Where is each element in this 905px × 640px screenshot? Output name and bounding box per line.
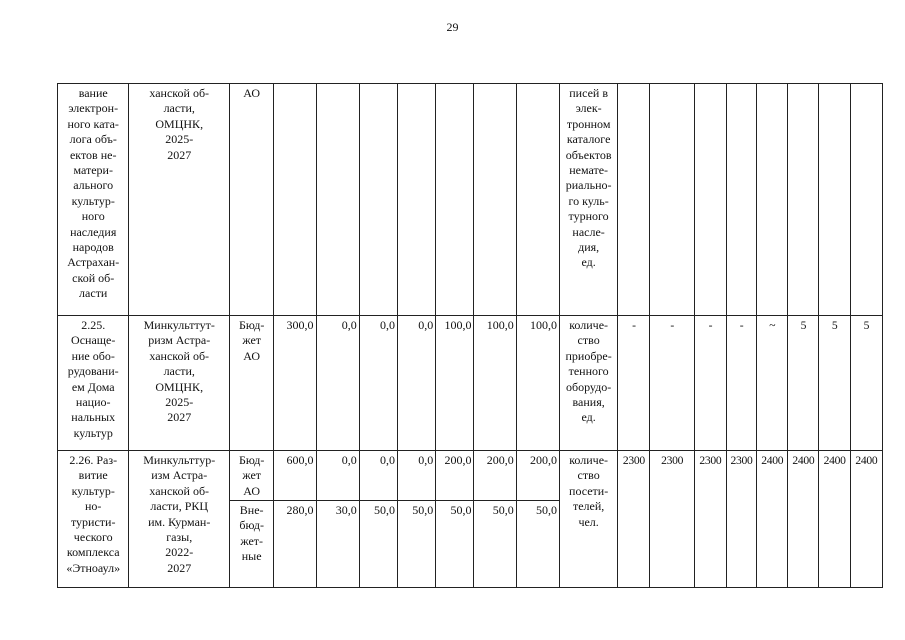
indicator-value xyxy=(650,84,694,316)
table-row xyxy=(58,84,883,316)
funding-2027: 100,0 xyxy=(516,316,559,451)
table-row xyxy=(58,316,883,451)
funding-source: Вне- бюд- жет- ные xyxy=(230,501,274,588)
page-number: 29 xyxy=(446,20,459,34)
indicator-value: 5 xyxy=(788,316,819,451)
funding-2026: 200,0 xyxy=(474,451,516,501)
funding-2025: 100,0 xyxy=(436,316,474,451)
indicator-value: 2400 xyxy=(757,451,788,588)
funding-2025: 50,0 xyxy=(436,501,474,588)
executor-term: ханской об- ласти, ОМЦНК, 2025- 2027 xyxy=(129,84,230,316)
indicator-value: 2300 xyxy=(726,451,756,588)
indicator-name: количе- ство приобре- тенного оборудо- вания, ед. xyxy=(559,316,617,451)
funding-2022: 0,0 xyxy=(316,316,359,451)
funding-2023 xyxy=(359,84,397,316)
funding-2027 xyxy=(516,84,559,316)
funding-2023: 0,0 xyxy=(359,316,397,451)
funding-total: 600,0 xyxy=(274,451,316,501)
indicator-value: 2300 xyxy=(618,451,650,588)
table-row xyxy=(58,451,883,501)
indicator-value xyxy=(694,84,726,316)
funding-2027: 50,0 xyxy=(516,501,559,588)
funding-2026 xyxy=(474,84,516,316)
funding-total: 280,0 xyxy=(274,501,316,588)
funding-2026: 100,0 xyxy=(474,316,516,451)
funding-total: 300,0 xyxy=(274,316,316,451)
indicator-value xyxy=(726,84,756,316)
funding-2024: 0,0 xyxy=(398,316,436,451)
indicator-value: 2400 xyxy=(788,451,819,588)
funding-source: Бюд- жет АО xyxy=(230,316,274,451)
funding-total xyxy=(274,84,316,316)
indicator-value: 5 xyxy=(850,316,882,451)
activity-name: вание электрон- ного ката- лога объ- ектов не- матери- ального культур- ного наследия народов Астрахан- ской об- ласти xyxy=(58,84,129,316)
indicator-value: 2300 xyxy=(650,451,694,588)
indicator-value: 2300 xyxy=(694,451,726,588)
indicator-name: количе- ство посети- телей, чел. xyxy=(559,451,617,588)
indicator-value xyxy=(788,84,819,316)
funding-2024: 50,0 xyxy=(398,501,436,588)
program-activities-table xyxy=(57,83,883,588)
indicator-value xyxy=(757,84,788,316)
funding-2023: 0,0 xyxy=(359,451,397,501)
funding-source: АО xyxy=(230,84,274,316)
funding-2025 xyxy=(436,84,474,316)
activity-name: 2.26. Раз- витие культур- но- туристи- ческого комплекса «Этноаул» xyxy=(58,451,129,588)
indicator-value: - xyxy=(618,316,650,451)
funding-2025: 200,0 xyxy=(436,451,474,501)
funding-2022: 0,0 xyxy=(316,451,359,501)
funding-2023: 50,0 xyxy=(359,501,397,588)
funding-2027: 200,0 xyxy=(516,451,559,501)
indicator-value xyxy=(850,84,882,316)
funding-source: Бюд- жет АО xyxy=(230,451,274,501)
indicator-value: - xyxy=(650,316,694,451)
indicator-value: - xyxy=(694,316,726,451)
funding-2024: 0,0 xyxy=(398,451,436,501)
indicator-value xyxy=(618,84,650,316)
executor-term: Минкульттут- ризм Астра- ханской об- ласти, ОМЦНК, 2025- 2027 xyxy=(129,316,230,451)
activity-name: 2.25. Оснаще- ние обо- рудовани- ем Дома нацио- нальных культур xyxy=(58,316,129,451)
funding-2026: 50,0 xyxy=(474,501,516,588)
indicator-value: ~ xyxy=(757,316,788,451)
indicator-value xyxy=(819,84,850,316)
funding-2024 xyxy=(398,84,436,316)
funding-2022: 30,0 xyxy=(316,501,359,588)
indicator-value: - xyxy=(726,316,756,451)
executor-term: Минкульттур- изм Астра- ханской об- ласти, РКЦ им. Курман- газы, 2022- 2027 xyxy=(129,451,230,588)
indicator-value: 2400 xyxy=(819,451,850,588)
indicator-value: 2400 xyxy=(850,451,882,588)
funding-2022 xyxy=(316,84,359,316)
indicator-name: писей в элек- тронном каталоге объектов немате- риально- го куль- турного насле- дия, ед. xyxy=(559,84,617,316)
indicator-value: 5 xyxy=(819,316,850,451)
